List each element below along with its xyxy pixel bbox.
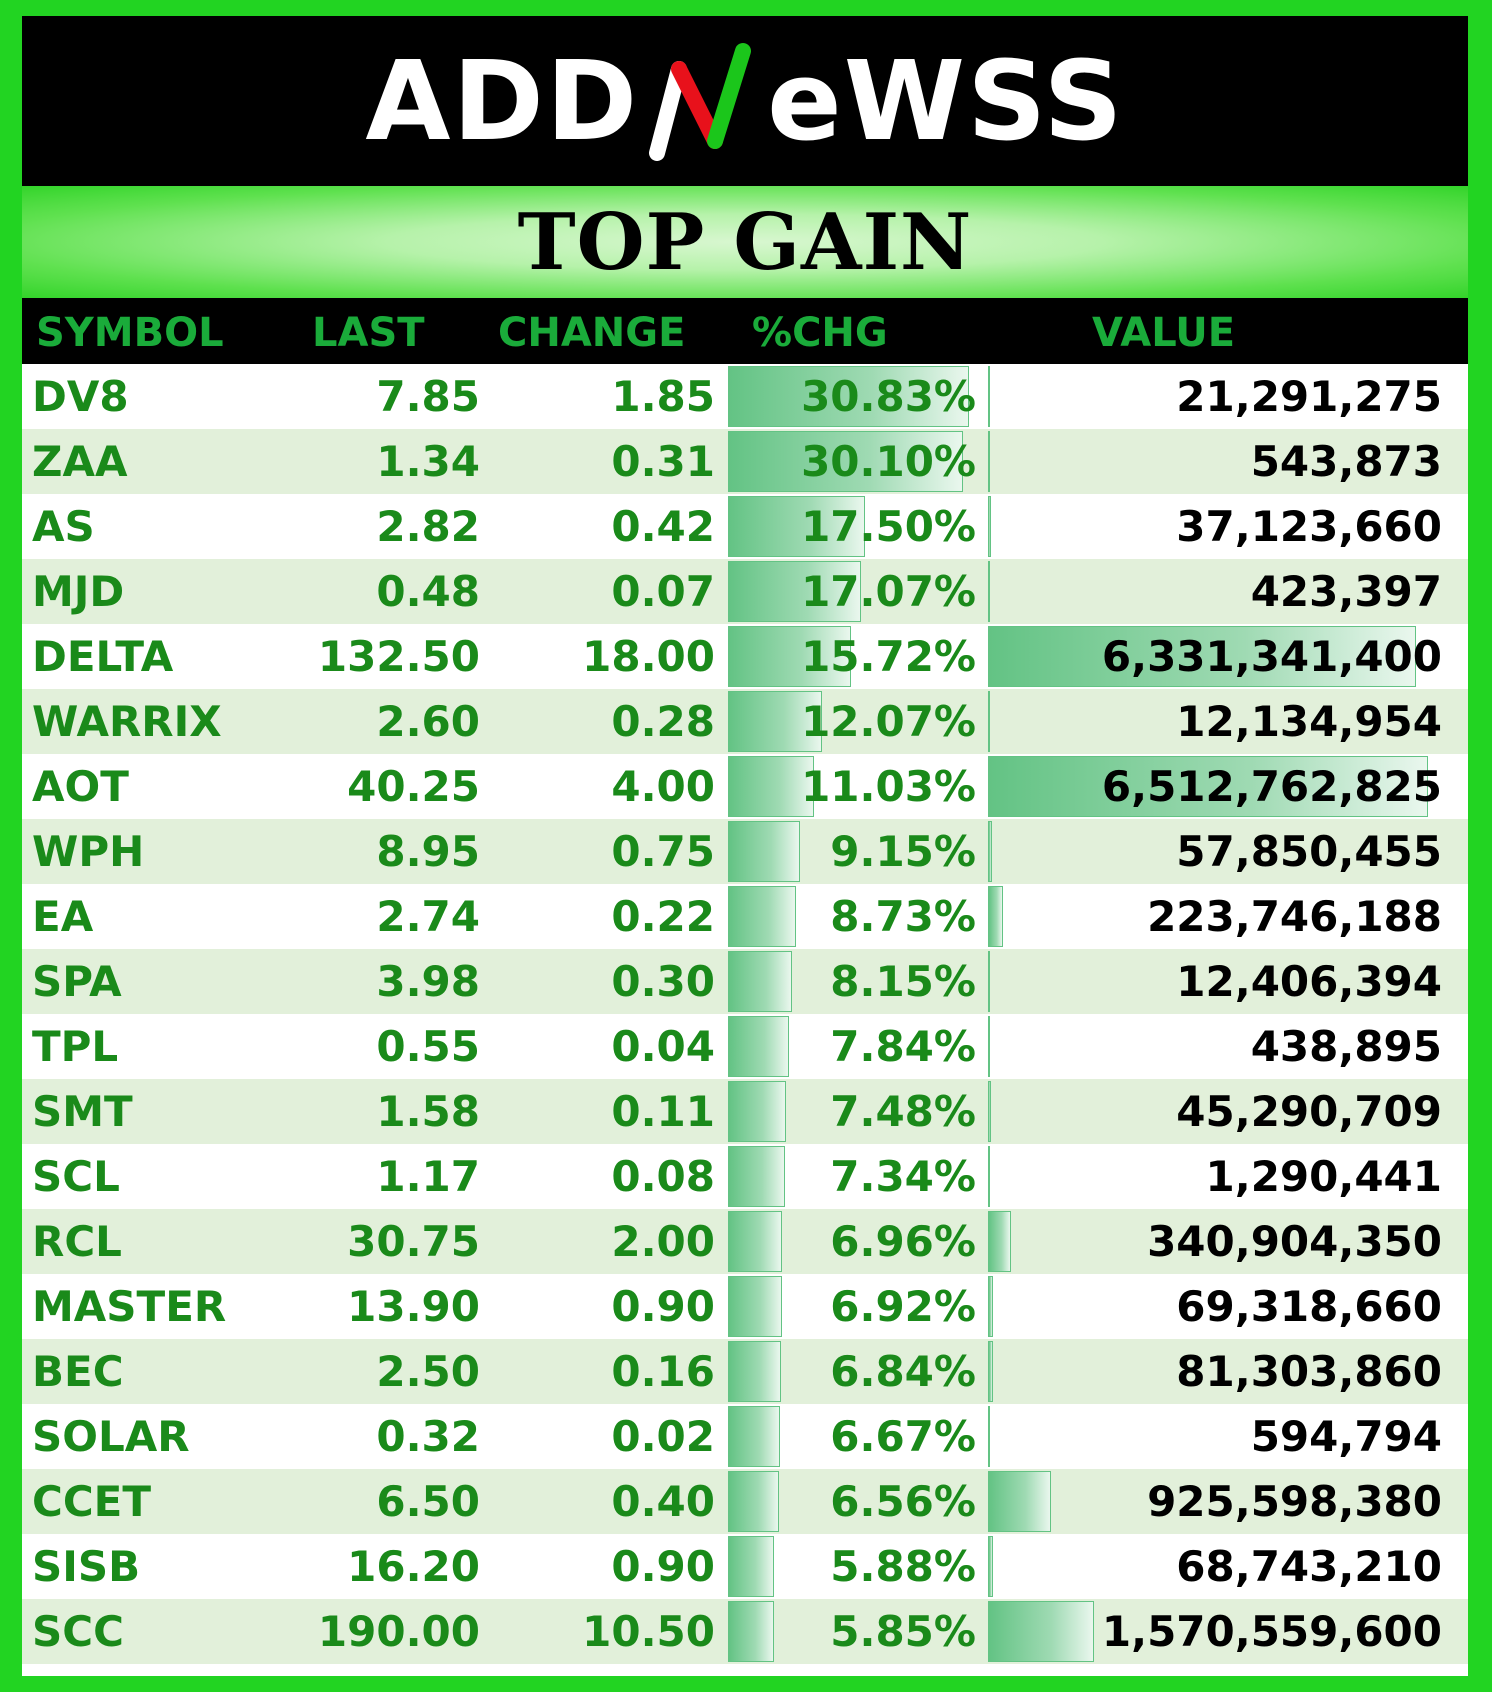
change-cell: 0.08 (611, 1152, 715, 1201)
last-cell: 2.50 (376, 1347, 480, 1396)
value-cell: 1,290,441 (1205, 1152, 1442, 1201)
change-cell: 0.04 (611, 1022, 715, 1071)
table-row (22, 949, 1468, 1014)
last-cell: 30.75 (347, 1217, 480, 1266)
change-cell: 0.07 (611, 567, 715, 616)
pct-databar (728, 1016, 789, 1077)
value-databar (988, 1211, 1011, 1272)
symbol-cell: SISB (32, 1542, 141, 1591)
header-change: CHANGE (498, 310, 686, 356)
symbol-cell: SCL (32, 1152, 120, 1201)
pct-change-cell: 8.15% (830, 957, 976, 1006)
value-cell: 69,318,660 (1176, 1282, 1442, 1331)
brand-logo (365, 37, 1125, 165)
value-cell: 12,134,954 (1176, 697, 1442, 746)
value-cell: 438,895 (1250, 1022, 1442, 1071)
value-cell: 223,746,188 (1147, 892, 1442, 941)
value-databar (988, 1406, 990, 1467)
table-row (22, 559, 1468, 624)
n-logo-icon (643, 41, 763, 161)
pct-databar (728, 1341, 781, 1402)
value-databar (988, 1146, 990, 1207)
value-databar (988, 496, 991, 557)
value-databar (988, 821, 992, 882)
pct-databar (728, 1601, 774, 1662)
table-row (22, 624, 1468, 689)
table-row (22, 494, 1468, 559)
last-cell: 8.95 (376, 827, 480, 876)
last-cell: 0.48 (376, 567, 480, 616)
value-cell: 81,303,860 (1176, 1347, 1442, 1396)
value-databar (988, 1536, 993, 1597)
symbol-cell: DELTA (32, 632, 174, 681)
pct-databar (728, 1406, 780, 1467)
pct-databar (728, 886, 796, 947)
brand-right: eWSS (767, 37, 1125, 165)
value-databar (988, 1471, 1051, 1532)
last-cell: 3.98 (376, 957, 480, 1006)
table-row (22, 364, 1468, 429)
table-row (22, 884, 1468, 949)
pct-change-cell: 11.03% (801, 762, 976, 811)
table-row (22, 819, 1468, 884)
title-bar (22, 186, 1468, 298)
value-cell: 340,904,350 (1147, 1217, 1442, 1266)
change-cell: 0.75 (611, 827, 715, 876)
symbol-cell: SCC (32, 1607, 124, 1656)
table-row (22, 1014, 1468, 1079)
symbol-cell: SMT (32, 1087, 133, 1136)
table-row (22, 429, 1468, 494)
value-cell: 57,850,455 (1176, 827, 1442, 876)
header-value: VALUE (1092, 310, 1236, 356)
symbol-cell: AS (32, 502, 95, 551)
change-cell: 10.50 (582, 1607, 715, 1656)
change-cell: 18.00 (582, 632, 715, 681)
change-cell: 0.40 (611, 1477, 715, 1526)
symbol-cell: RCL (32, 1217, 122, 1266)
table-body (22, 364, 1468, 1664)
table-row (22, 1144, 1468, 1209)
symbol-cell: CCET (32, 1477, 151, 1526)
value-databar (988, 886, 1003, 947)
value-cell: 37,123,660 (1176, 502, 1442, 551)
pct-change-cell: 6.56% (830, 1477, 976, 1526)
pct-databar (728, 821, 800, 882)
value-databar (988, 366, 990, 427)
pct-change-cell: 8.73% (830, 892, 976, 941)
pct-change-cell: 6.92% (830, 1282, 976, 1331)
card (22, 16, 1468, 1676)
pct-databar (728, 1146, 785, 1207)
last-cell: 132.50 (317, 632, 480, 681)
change-cell: 1.85 (611, 372, 715, 421)
pct-change-cell: 9.15% (830, 827, 976, 876)
change-cell: 0.28 (611, 697, 715, 746)
brand-left: ADD (365, 37, 640, 165)
value-databar (988, 691, 990, 752)
last-cell: 13.90 (347, 1282, 480, 1331)
symbol-cell: WARRIX (32, 697, 222, 746)
header-pct: %CHG (752, 310, 888, 356)
symbol-cell: SPA (32, 957, 122, 1006)
pct-change-cell: 6.84% (830, 1347, 976, 1396)
pct-databar (728, 1081, 786, 1142)
last-cell: 7.85 (376, 372, 480, 421)
value-databar (988, 951, 990, 1012)
pct-databar (728, 1471, 779, 1532)
change-cell: 0.90 (611, 1542, 715, 1591)
last-cell: 1.17 (376, 1152, 480, 1201)
pct-change-cell: 6.96% (830, 1217, 976, 1266)
table-row (22, 1404, 1468, 1469)
value-cell: 543,873 (1250, 437, 1442, 486)
value-cell: 68,743,210 (1176, 1542, 1442, 1591)
pct-change-cell: 15.72% (801, 632, 976, 681)
brand-bar (22, 16, 1468, 186)
change-cell: 0.16 (611, 1347, 715, 1396)
pct-change-cell: 7.34% (830, 1152, 976, 1201)
table-row (22, 689, 1468, 754)
symbol-cell: BEC (32, 1347, 124, 1396)
change-cell: 4.00 (611, 762, 715, 811)
value-databar (988, 1601, 1094, 1662)
symbol-cell: ZAA (32, 437, 128, 486)
change-cell: 0.90 (611, 1282, 715, 1331)
pct-change-cell: 12.07% (801, 697, 976, 746)
last-cell: 1.34 (376, 437, 480, 486)
table-row (22, 1534, 1468, 1599)
value-databar (988, 561, 990, 622)
change-cell: 2.00 (611, 1217, 715, 1266)
value-databar (988, 1276, 993, 1337)
pct-change-cell: 17.50% (801, 502, 976, 551)
symbol-cell: WPH (32, 827, 145, 876)
symbol-cell: AOT (32, 762, 129, 811)
pct-change-cell: 5.85% (830, 1607, 976, 1656)
symbol-cell: MASTER (32, 1282, 227, 1331)
value-databar (988, 1341, 993, 1402)
table-row (22, 1599, 1468, 1664)
last-cell: 2.74 (376, 892, 480, 941)
last-cell: 16.20 (347, 1542, 480, 1591)
value-cell: 12,406,394 (1176, 957, 1442, 1006)
last-cell: 1.58 (376, 1087, 480, 1136)
change-cell: 0.22 (611, 892, 715, 941)
value-cell: 6,512,762,825 (1101, 762, 1442, 811)
value-cell: 594,794 (1250, 1412, 1442, 1461)
value-cell: 423,397 (1250, 567, 1442, 616)
pct-change-cell: 30.83% (801, 372, 976, 421)
table-row (22, 1274, 1468, 1339)
last-cell: 0.55 (376, 1022, 480, 1071)
symbol-cell: DV8 (32, 372, 129, 421)
change-cell: 0.42 (611, 502, 715, 551)
header-symbol: SYMBOL (36, 310, 224, 356)
last-cell: 190.00 (317, 1607, 480, 1656)
pct-change-cell: 7.48% (830, 1087, 976, 1136)
pct-databar (728, 1276, 782, 1337)
pct-change-cell: 6.67% (830, 1412, 976, 1461)
symbol-cell: TPL (32, 1022, 119, 1071)
symbol-cell: EA (32, 892, 94, 941)
value-cell: 45,290,709 (1176, 1087, 1442, 1136)
change-cell: 0.30 (611, 957, 715, 1006)
table-row (22, 1469, 1468, 1534)
table-row (22, 1209, 1468, 1274)
pct-databar (728, 1536, 774, 1597)
value-databar (988, 1016, 990, 1077)
last-cell: 0.32 (376, 1412, 480, 1461)
change-cell: 0.02 (611, 1412, 715, 1461)
page-title: TOP GAIN (517, 196, 973, 288)
pct-change-cell: 30.10% (801, 437, 976, 486)
last-cell: 6.50 (376, 1477, 480, 1526)
symbol-cell: MJD (32, 567, 125, 616)
last-cell: 2.82 (376, 502, 480, 551)
last-cell: 40.25 (347, 762, 480, 811)
change-cell: 0.31 (611, 437, 715, 486)
table-row (22, 754, 1468, 819)
value-cell: 1,570,559,600 (1101, 1607, 1442, 1656)
value-cell: 21,291,275 (1176, 372, 1442, 421)
pct-change-cell: 5.88% (830, 1542, 976, 1591)
table-header (22, 298, 1468, 364)
value-cell: 925,598,380 (1147, 1477, 1442, 1526)
pct-change-cell: 17.07% (801, 567, 976, 616)
symbol-cell: SOLAR (32, 1412, 190, 1461)
header-last: LAST (312, 310, 425, 356)
pct-databar (728, 1211, 782, 1272)
table-row (22, 1339, 1468, 1404)
value-databar (988, 1081, 991, 1142)
pct-databar (728, 951, 792, 1012)
last-cell: 2.60 (376, 697, 480, 746)
pct-change-cell: 7.84% (830, 1022, 976, 1071)
change-cell: 0.11 (611, 1087, 715, 1136)
value-cell: 6,331,341,400 (1101, 632, 1442, 681)
value-databar (988, 431, 990, 492)
table-row (22, 1079, 1468, 1144)
